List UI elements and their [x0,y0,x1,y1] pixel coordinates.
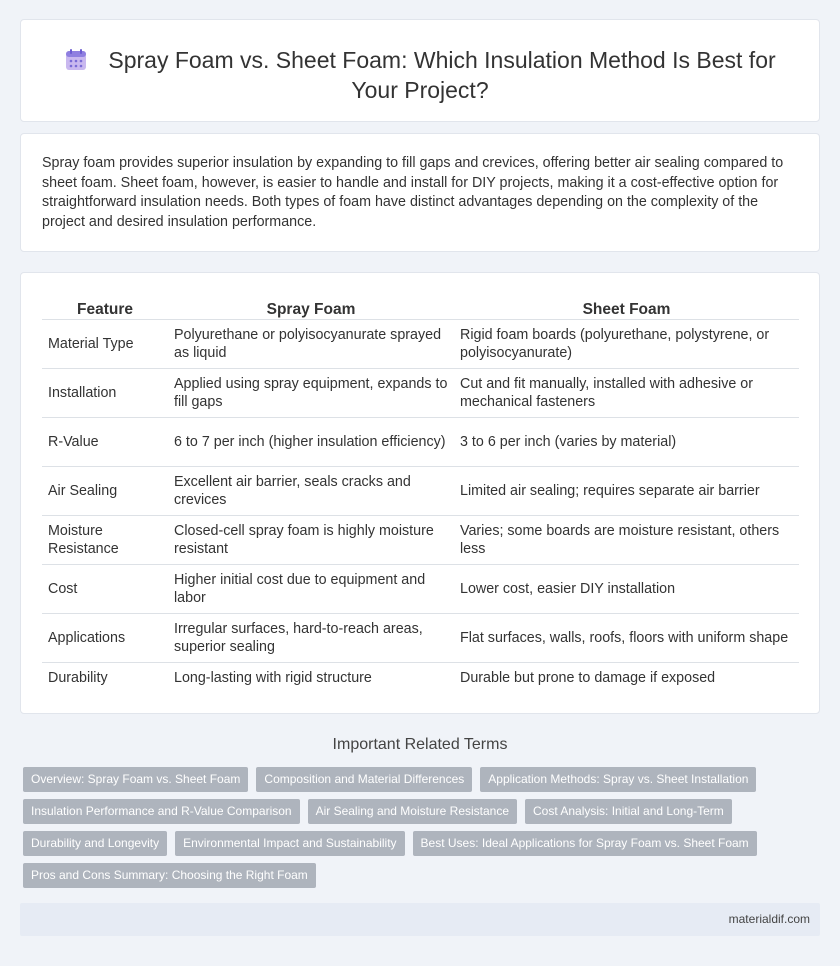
related-terms-list [23,767,783,895]
table-row [42,319,799,368]
spray-foam-cell: Closed-cell spray foam is highly moisture resistant [168,515,454,564]
header-feature: Feature [42,297,168,319]
table-row [42,662,799,693]
feature-cell: R-Value [42,417,168,466]
related-tag[interactable]: Application Methods: Spray vs. Sheet Installation [480,767,756,792]
feature-cell: Air Sealing [42,466,168,515]
spray-foam-cell: Irregular surfaces, hard-to-reach areas, superior sealing [168,613,454,662]
feature-cell: Durability [48,669,108,686]
related-tag[interactable]: Pros and Cons Summary: Choosing the Right Foam [23,863,316,888]
page-title: Spray Foam vs. Sheet Foam: Which Insulation Method Is Best for Your Project? [108,47,776,103]
table-row [42,466,799,515]
table-row [42,515,799,564]
related-tag[interactable]: Composition and Material Differences [256,767,472,792]
table-row [42,417,799,466]
feature-cell: Applications [42,613,168,662]
spray-foam-cell: Polyurethane or polyisocyanurate sprayed as liquid [168,319,454,368]
sheet-foam-cell: Flat surfaces, walls, roofs, floors with uniform shape [454,613,799,662]
sheet-foam-cell: Limited air sealing; requires separate air barrier [454,466,799,515]
spray-foam-cell: Applied using spray equipment, expands to fill gaps [168,368,454,417]
spray-foam-cell: 6 to 7 per inch (higher insulation efficiency) [168,417,454,466]
spray-foam-cell: Excellent air barrier, seals cracks and crevices [168,466,454,515]
table-row [42,368,799,417]
intro-card [20,133,820,252]
header-sheet-foam: Sheet Foam [454,297,799,319]
spray-foam-cell: Higher initial cost due to equipment and labor [168,564,454,613]
related-tag[interactable]: Air Sealing and Moisture Resistance [308,799,517,824]
sheet-foam-cell: Varies; some boards are moisture resistant, others less [454,515,799,564]
related-tag[interactable]: Environmental Impact and Sustainability [175,831,404,856]
related-tag[interactable]: Best Uses: Ideal Applications for Spray Foam vs. Sheet Foam [413,831,757,856]
feature-cell: Moisture Resistance [42,515,168,564]
table-header-row [42,297,799,319]
footer [20,903,820,936]
related-tag[interactable]: Durability and Longevity [23,831,167,856]
intro-paragraph: Spray foam provides superior insulation by expanding to fill gaps and crevices, offering better air sealing compared to sheet foam. Sheet foam, however, is easier to handle and install for DIY projects, making it a cost-effective option for straightforward insulation needs. Both types of foam have distinct advantages depending on the complexity of the project and desired insulation performance. [42,155,784,230]
sheet-foam-cell: 3 to 6 per inch (varies by material) [454,417,799,466]
table-row [42,613,799,662]
comparison-table [42,297,799,693]
feature-cell: Cost [42,564,168,613]
feature-cell: Material Type [42,319,168,368]
page-title-block [51,45,789,105]
header-spray-foam: Spray Foam [168,297,454,319]
related-tag[interactable]: Overview: Spray Foam vs. Sheet Foam [23,767,248,792]
related-terms-title: Important Related Terms [332,736,508,753]
sheet-foam-cell: Lower cost, easier DIY installation [454,564,799,613]
sheet-foam-cell: Rigid foam boards (polyurethane, polystyrene, or polyisocyanurate) [454,319,799,368]
related-tag[interactable]: Insulation Performance and R-Value Comparison [23,799,300,824]
sheet-foam-cell: Durable but prone to damage if exposed [460,669,716,686]
title-card [20,19,820,122]
calendar-icon [64,48,88,72]
spray-foam-cell: Long-lasting with rigid structure [174,669,372,686]
sheet-foam-cell: Cut and fit manually, installed with adhesive or mechanical fasteners [454,368,799,417]
feature-cell: Installation [42,368,168,417]
footer-site-link[interactable]: materialdif.com [728,912,810,926]
table-row [42,564,799,613]
related-tag[interactable]: Cost Analysis: Initial and Long-Term [525,799,732,824]
comparison-card [20,272,820,714]
